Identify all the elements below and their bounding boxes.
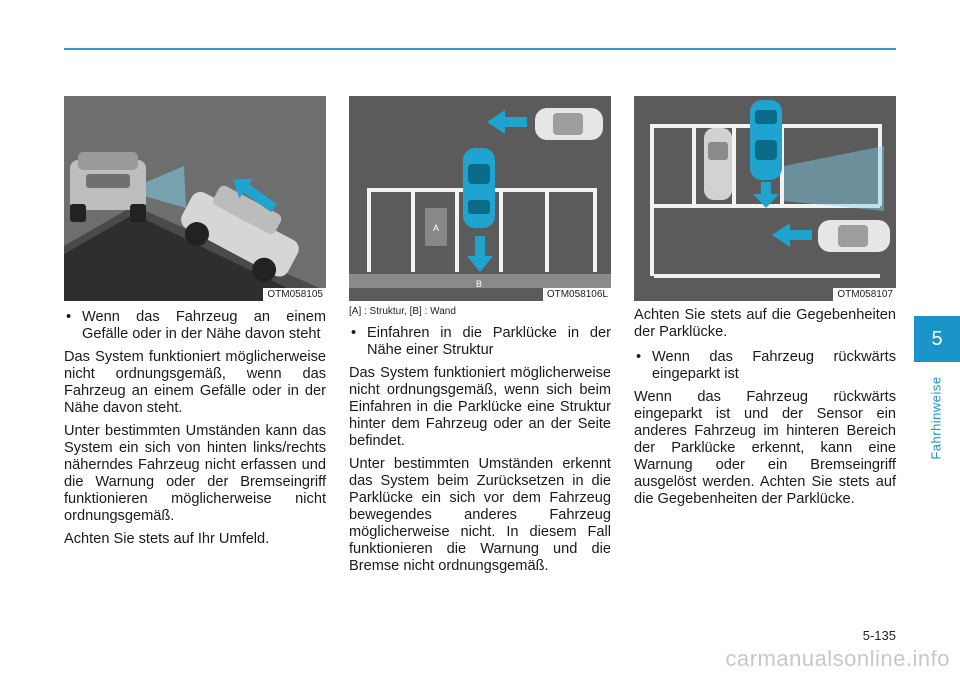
column-text <box>634 307 896 508</box>
page-number: 5-135 <box>862 628 896 643</box>
column-structure <box>349 96 611 575</box>
bullet-dot: • <box>351 325 357 341</box>
chapter-number-tab: 5 <box>914 316 960 362</box>
approaching-car-icon <box>818 220 890 252</box>
bullet-text: Einfahren in die Parklücke in der Nähe einer Struktur <box>367 325 611 358</box>
figure-code: OTM058105 <box>263 288 326 301</box>
paragraph: Das System funktioniert möglicherweise nicht ordnungsgemäß, wenn sich beim Einfahren in die Parklücke eine Struktur hinter dem Fahrzeug oder an der Seite befindet. <box>349 365 611 449</box>
parked-car-icon <box>704 128 732 200</box>
chapter-title-text: Fahrhinweise <box>928 376 944 460</box>
bullet-text: Wenn das Fahrzeug an einem Gefälle oder in der Nähe davon steht <box>82 309 326 342</box>
reverse-parked-illustration <box>634 96 896 301</box>
label-b: B <box>475 279 483 289</box>
figure-caption: [A] : Struktur, [B] : Wand <box>349 306 456 317</box>
figure-code: OTM058107 <box>833 288 896 301</box>
chapter-title <box>921 368 951 468</box>
approaching-car-icon <box>535 108 603 140</box>
paragraph: Das System funktioniert möglicherweise nicht ordnungsgemäß, wenn das Fahrzeug an einem Gefälle oder in der Nähe davon steht. <box>64 349 326 416</box>
column-text <box>349 325 611 575</box>
watermark: carmanualsonline.info <box>725 646 950 671</box>
figure-reverse-parked <box>634 96 896 301</box>
paragraph: Unter bestimmten Umständen kann das System ein sich von hinten links/rechts näherndes Fahrzeug nicht erfassen und die Warnung oder der Bremseingriff funktionieren möglicherweise nicht ordnungsgemäß. <box>64 423 326 524</box>
paragraph: Unter bestimmten Umständen erkennt das System beim Zurücksetzen in die Parklücke ein sich vor dem Fahrzeug bewegendes anderes Fahrzeug möglicherweise nicht. In diesem Fall funktionieren die Warnung und die Bremse nicht ordnungsgemäß. <box>349 456 611 574</box>
figure-structure <box>349 96 611 301</box>
bullet-item <box>634 349 896 383</box>
bullet-dot: • <box>66 309 72 325</box>
paragraph: Achten Sie stets auf Ihr Umfeld. <box>64 531 270 547</box>
bullet-item <box>349 325 611 359</box>
top-rule <box>64 48 896 50</box>
bullet-dot: • <box>636 349 642 365</box>
slope-illustration <box>64 96 326 301</box>
bullet-item <box>64 309 326 343</box>
teal-car-icon <box>463 148 495 228</box>
column-slope <box>64 96 326 548</box>
intro-paragraph: Achten Sie stets auf die Gegebenheiten der Parklücke. <box>634 307 896 340</box>
structure-illustration <box>349 96 611 301</box>
bullet-text: Wenn das Fahrzeug rückwärts eingeparkt ist <box>652 349 896 382</box>
paragraph: Wenn das Fahrzeug rückwärts eingeparkt ist und der Sensor ein anderes Fahrzeug im hinteren Bereich der Parklücke erkennt, kann eine Warnung oder ein Bremseingriff ausgelöst werden. Achten Sie stets auf die Gegebenheiten der Parklücke. <box>634 389 896 507</box>
teal-car-icon <box>750 100 782 180</box>
figure-slope <box>64 96 326 301</box>
label-a: A <box>432 223 440 233</box>
column-text <box>64 309 326 548</box>
column-reverse-parked <box>634 96 896 508</box>
figure-code: OTM058106L <box>543 288 611 301</box>
